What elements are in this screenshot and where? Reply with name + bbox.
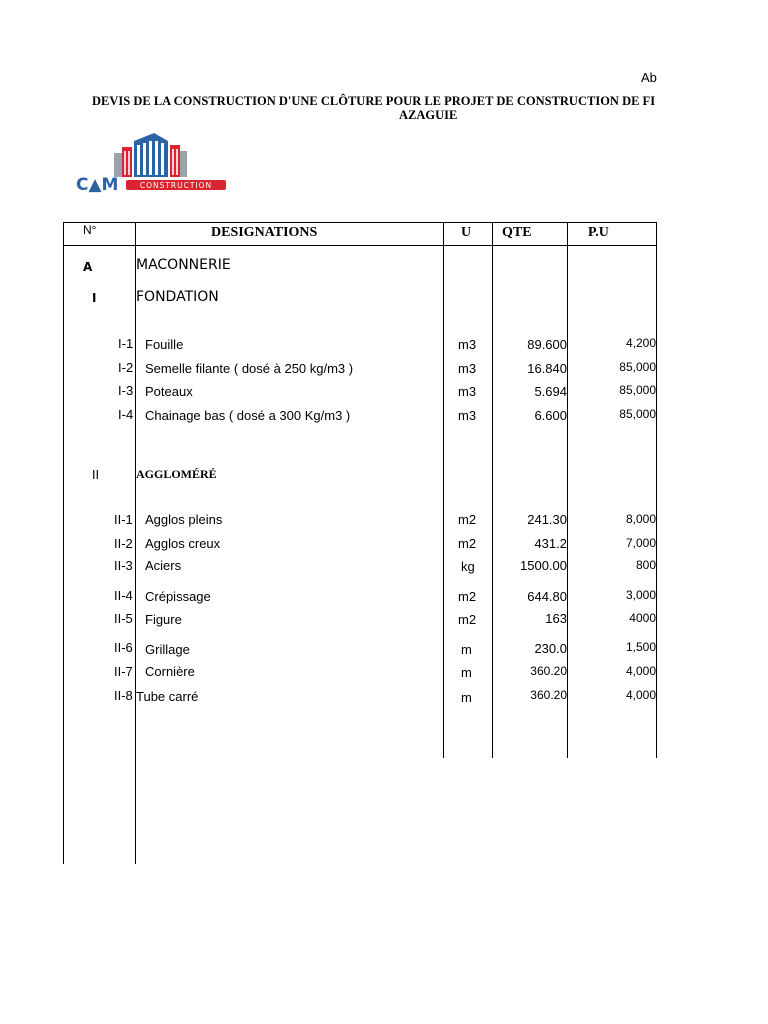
row-designation: Fouille (145, 337, 184, 352)
row-no: I-3 (118, 383, 134, 398)
row-no: I-4 (118, 407, 134, 422)
row-designation: Crépissage (145, 589, 211, 604)
row-no: I-2 (118, 360, 134, 375)
table-right-border (656, 222, 657, 758)
row-qty: 241.30 (527, 512, 567, 527)
row-unit: m2 (458, 589, 477, 604)
row-pu: 8,000 (625, 512, 656, 526)
row-no: II-8 (114, 688, 133, 703)
table-col-divider-qty (567, 222, 568, 758)
col-header-unit: U (461, 225, 472, 240)
document-title-location: AZAGUIE (399, 108, 458, 122)
row-qty: 1500.00 (520, 558, 567, 573)
row-unit: m3 (458, 337, 477, 352)
row-designation: Agglos creux (145, 536, 221, 551)
row-unit: m3 (458, 361, 477, 376)
row-pu: 85,000 (619, 360, 656, 374)
row-unit: m (461, 665, 472, 680)
company-logo (76, 131, 228, 193)
row-unit: m (461, 690, 472, 705)
section-a-code: A (83, 260, 93, 274)
row-designation: Cornière (145, 664, 195, 679)
row-pu: 800 (635, 558, 656, 572)
row-no: I-1 (118, 336, 134, 351)
col-header-qty: QTE (502, 225, 532, 240)
row-no: II-4 (114, 588, 133, 603)
row-pu: 85,000 (619, 407, 656, 421)
section-i-label: FONDATION (136, 289, 219, 305)
corner-text: Ab (641, 70, 657, 85)
row-qty: 360.20 (530, 688, 567, 702)
row-unit: m2 (458, 512, 477, 527)
document-title: DEVIS DE LA CONSTRUCTION D'UNE CLÔTURE POUR LE PROJET DE CONSTRUCTION DE FI (92, 94, 656, 108)
logo-brand: C▲M (76, 175, 119, 193)
row-pu: 4,200 (625, 336, 656, 350)
row-qty: 163 (545, 611, 567, 626)
table-left-border (63, 222, 64, 864)
col-header-no: N° (83, 223, 97, 237)
row-pu: 4,000 (625, 664, 656, 678)
row-qty: 89.600 (527, 337, 567, 352)
logo-tagline: CONSTRUCTION (139, 181, 213, 190)
section-a-label: MACONNERIE (136, 257, 231, 273)
row-no: II-3 (114, 558, 133, 573)
row-designation: Grillage (145, 642, 190, 657)
row-no: II-2 (114, 536, 133, 551)
row-qty: 431.2 (534, 536, 567, 551)
row-pu: 85,000 (619, 383, 656, 397)
row-designation: Tube carré (136, 689, 199, 704)
col-header-pu: P.U (588, 225, 609, 240)
row-designation: Poteaux (145, 384, 193, 399)
row-qty: 16.840 (527, 361, 567, 376)
row-qty: 230.0 (534, 641, 567, 656)
row-qty: 5.694 (534, 384, 567, 399)
table-col-divider-unit (492, 222, 493, 758)
row-pu: 3,000 (625, 588, 656, 602)
section-ii-code: II (92, 468, 100, 482)
col-header-designation: DESIGNATIONS (211, 225, 318, 240)
row-qty: 644.80 (527, 589, 567, 604)
row-unit: m (461, 642, 472, 657)
row-designation: Semelle filante ( dosé à 250 kg/m3 ) (145, 361, 354, 376)
row-designation: Chainage bas ( dosé a 300 Kg/m3 ) (145, 408, 351, 423)
section-ii-label: AGGLOMÉRÉ (136, 467, 217, 481)
row-unit: m3 (458, 408, 477, 423)
building-logo-icon (76, 131, 228, 193)
row-pu: 4,000 (625, 688, 656, 702)
row-pu: 7,000 (625, 536, 656, 550)
row-no: II-7 (114, 664, 133, 679)
row-pu: 1,500 (625, 640, 656, 654)
row-no: II-1 (114, 512, 133, 527)
section-i-code: I (92, 291, 97, 305)
row-designation: Figure (145, 612, 182, 627)
row-unit: m2 (458, 612, 477, 627)
row-qty: 6.600 (534, 408, 567, 423)
row-qty: 360.20 (530, 664, 567, 678)
table-col-divider-no (135, 222, 136, 864)
row-designation: Agglos pleins (145, 512, 223, 527)
table-col-divider-designation (443, 222, 444, 758)
row-designation: Aciers (145, 558, 182, 573)
row-no: II-5 (114, 611, 133, 626)
row-pu: 4000 (629, 611, 656, 625)
row-unit: kg (461, 559, 475, 574)
row-unit: m3 (458, 384, 477, 399)
row-no: II-6 (114, 640, 133, 655)
row-unit: m2 (458, 536, 477, 551)
